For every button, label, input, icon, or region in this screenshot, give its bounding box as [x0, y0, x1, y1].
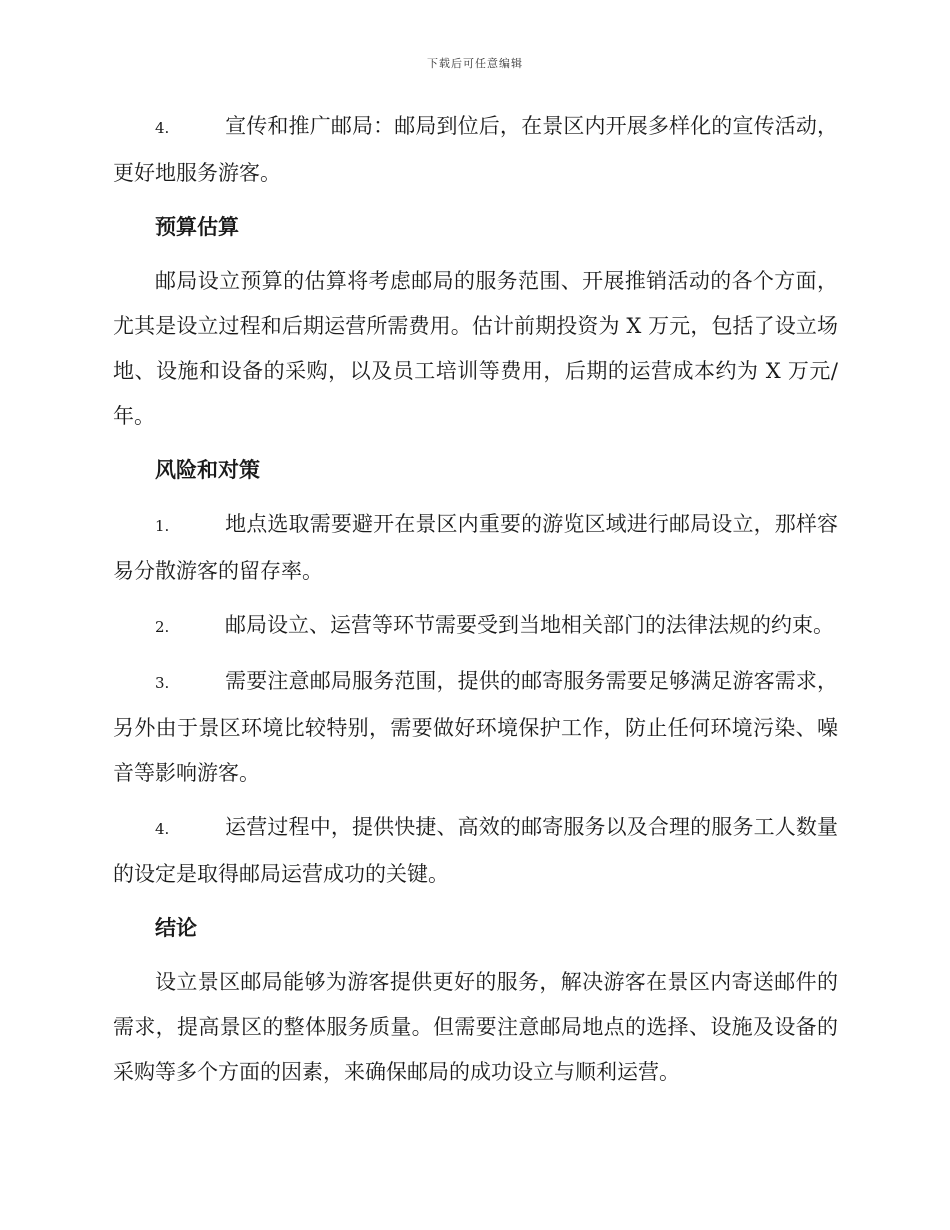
section-heading-risks: 风险和对策	[155, 458, 260, 482]
list-number: 4.	[155, 119, 170, 137]
list-item	[113, 104, 838, 196]
list-number: 3.	[155, 674, 170, 692]
list-item	[113, 502, 838, 594]
page-header-note: 下载后可任意编辑	[427, 57, 523, 70]
list-text: 邮局设立、运营等环节需要受到当地相关部门的法律法规的约束。	[225, 613, 834, 637]
list-number: 4.	[155, 820, 170, 838]
list-text: 地点选取需要避开在景区内重要的游览区域进行邮局设立，那样容易分散游客的留存率。	[113, 512, 838, 583]
list-text: 宣传和推广邮局：邮局到位后，在景区内开展多样化的宣传活动，更好地服务游客。	[113, 114, 838, 185]
list-number: 1.	[155, 517, 170, 535]
list-item	[113, 805, 838, 897]
list-item	[113, 659, 838, 796]
list-number: 2.	[155, 618, 170, 636]
list-text: 运营过程中，提供快捷、高效的邮寄服务以及合理的服务工人数量的设定是取得邮局运营成功的关键。	[113, 815, 838, 886]
list-text: 需要注意邮局服务范围，提供的邮寄服务需要足够满足游客需求，另外由于景区环境比较特别，需要做好环境保护工作，防止任何环境污染、噪音等影响游客。	[113, 669, 838, 785]
paragraph-conclusion: 设立景区邮局能够为游客提供更好的服务，解决游客在景区内寄送邮件的需求，提高景区的整体服务质量。但需要注意邮局地点的选择、设施及设备的采购等多个方面的因素，来确保邮局的成功设立与顺利运营。	[113, 970, 838, 1084]
paragraph-budget: 邮局设立预算的估算将考虑邮局的服务范围、开展推销活动的各个方面，尤其是设立过程和后期运营所需费用。估计前期投资为 X 万元，包括了设立场地、设施和设备的采购，以及员工培训等费用，后期的运营成本约为 X 万元/年。	[113, 269, 838, 428]
document-body	[113, 104, 838, 1104]
section-heading-budget: 预算估算	[155, 215, 239, 239]
section-heading-conclusion: 结论	[155, 916, 197, 940]
list-item	[113, 603, 838, 650]
